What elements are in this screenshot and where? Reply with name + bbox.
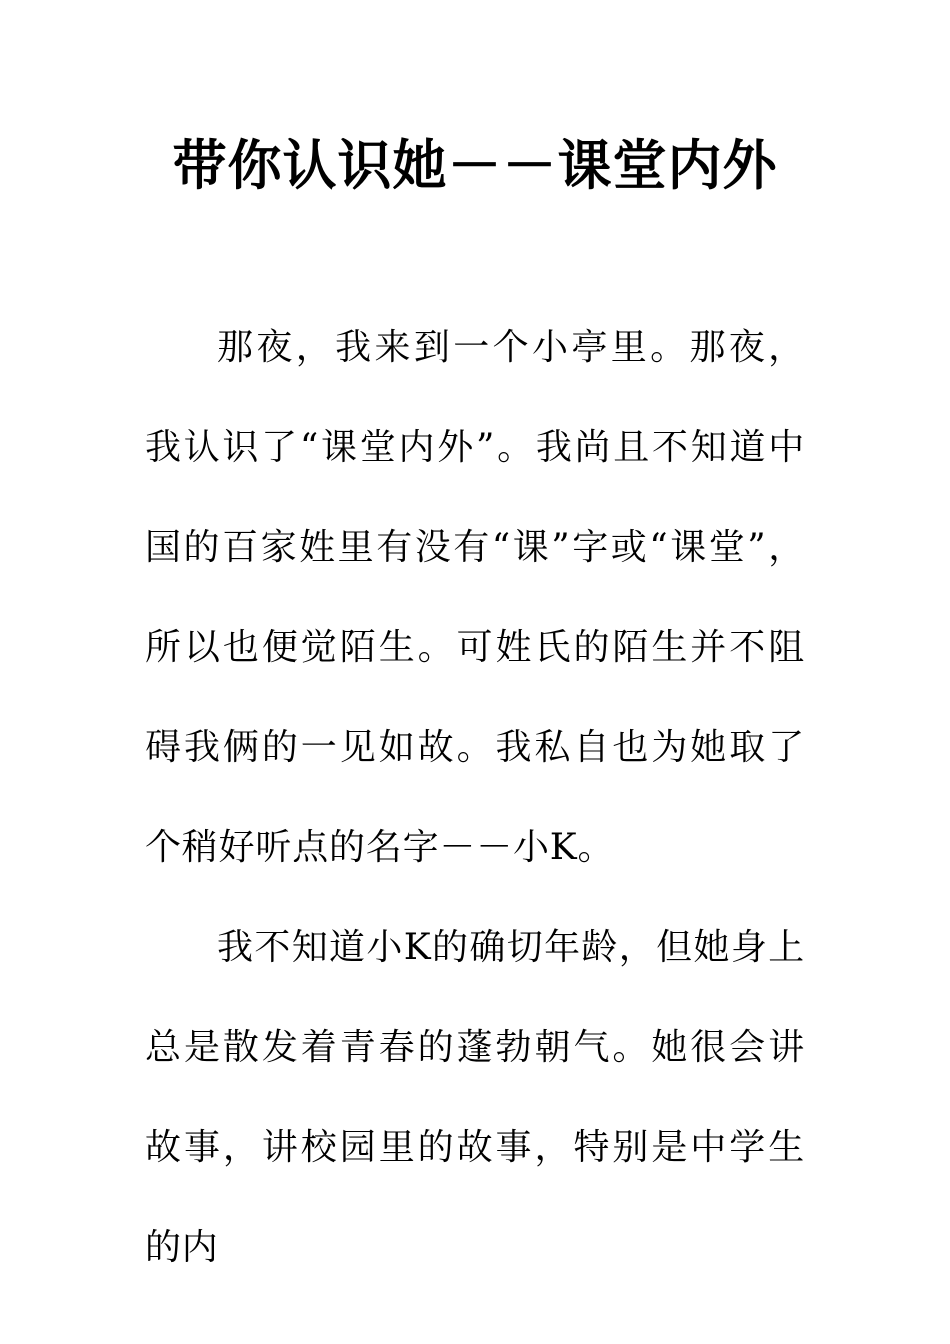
paragraph: 那夜，我来到一个小亭里。那夜，我认识了“课堂内外”。我尚且不知道中国的百家姓里有没有“课”字或“课堂”，所以也便觉陌生。可姓氏的陌生并不阻碍我俩的一见如故。我私自也为她取了个稍好听点的名字－－小K。 [145,327,805,868]
document-body [145,298,805,1298]
document-title: 带你认识她－－课堂内外 [172,134,778,197]
paragraph: 我不知道小K的确切年龄，但她身上总是散发着青春的蓬勃朝气。她很会讲故事，讲校园里的故事，特别是中学生的内 [145,927,805,1268]
